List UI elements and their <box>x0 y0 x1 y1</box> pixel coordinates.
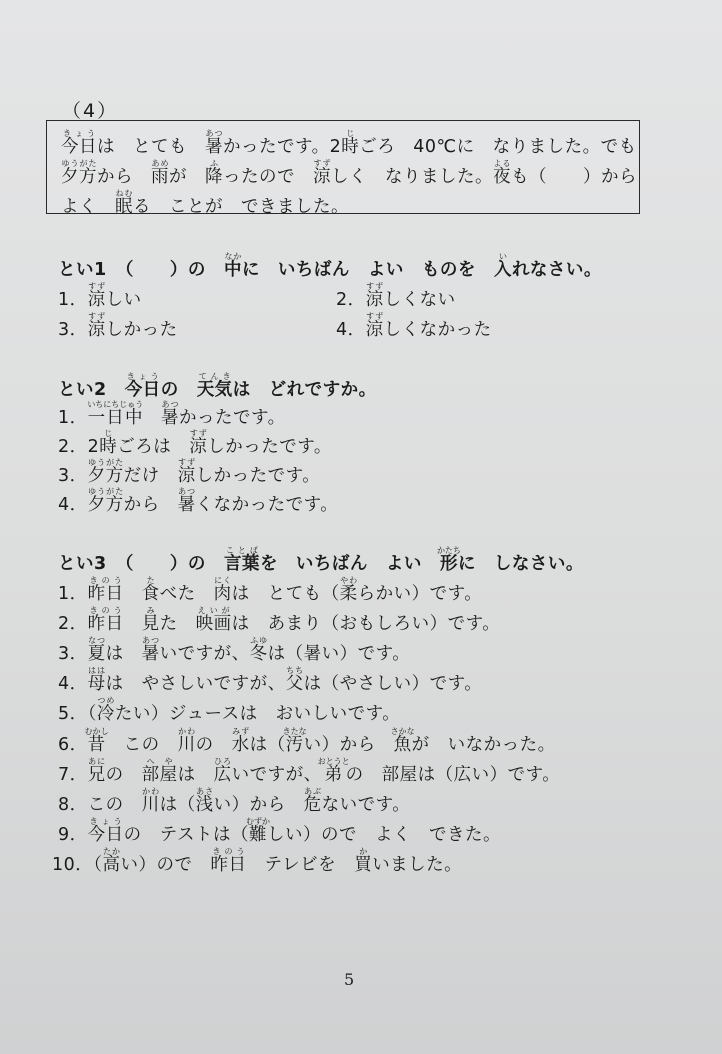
q3-item-10: 10．（高たかい）ので 昨日きのう テレビを 買かいました。 <box>52 847 463 875</box>
passage-number: （4） <box>62 100 119 122</box>
passage-line-2: 夕方ゆうがたから 雨あめが 降ふったので 涼すずしく なりました。夜よるも（ ）から <box>61 159 637 187</box>
q3-item-3: 3．夏なつは 暑あついですが、冬ふゆは（暑い）です。 <box>58 636 411 664</box>
question-3-heading: とい3 （ ）の 言葉ことばを いちばん よい 形かたちに しなさい。 <box>58 546 584 574</box>
q3-item-5: 5．（冷つめたい）ジュースは おいしいです。 <box>58 696 401 724</box>
question-2-heading: とい2 今日きょうの 天気てんきは どれですか。 <box>58 372 377 400</box>
q2-option-3: 3．夕方ゆうがただけ 涼すずしかったです。 <box>58 458 321 486</box>
page-number: 5 <box>344 970 355 989</box>
q2-option-1: 1．一日中いちにちじゅう 暑あつかったです。 <box>58 400 286 428</box>
q1-option-1: 1．涼すずしい <box>58 282 142 310</box>
q3-item-8: 8．この 川かわは（浅あさい）から 危あぶないです。 <box>58 787 411 815</box>
reading-passage-box <box>46 120 640 217</box>
q2-option-4: 4．夕方ゆうがたから 暑あつくなかったです。 <box>58 487 339 515</box>
q3-item-4: 4．母ははは やさしいですが、父ちちは（やさしい）です。 <box>58 666 483 694</box>
passage-line-3: よく 眠ねむる ことが できました。 <box>61 189 349 217</box>
question-1-heading: とい1 （ ）の 中なかに いちばん よい ものを 入いれなさい。 <box>58 252 602 280</box>
q3-item-7: 7．兄あにの 部屋へやは 広ひろいですが、弟おとうとの 部屋は（広い）です。 <box>58 757 561 785</box>
q3-item-2: 2．昨日きのう 見みた 映画えいがは あまり（おもしろい）です。 <box>58 606 501 634</box>
passage-line-1: 今日きょうは とても 暑あつかったです。2時じごろ 40℃に なりました。でも <box>61 129 637 157</box>
q1-option-3: 3．涼すずしかった <box>58 312 178 340</box>
q3-item-9: 9．今日きょうの テストは（難むずかしい）ので よく できた。 <box>58 817 501 845</box>
q3-item-1: 1．昨日きのう 食たべた 肉にくは とても（柔やわらかい）です。 <box>58 576 483 604</box>
q1-option-2: 2．涼すずしくない <box>336 282 456 310</box>
q3-item-6: 6．昔むかし この 川かわの 水みずは（汚きたない）から 魚さかなが いなかった。 <box>58 727 556 755</box>
q2-option-2: 2．2時じごろは 涼すずしかったです。 <box>58 429 332 457</box>
q1-option-4: 4．涼すずしくなかった <box>336 312 492 340</box>
